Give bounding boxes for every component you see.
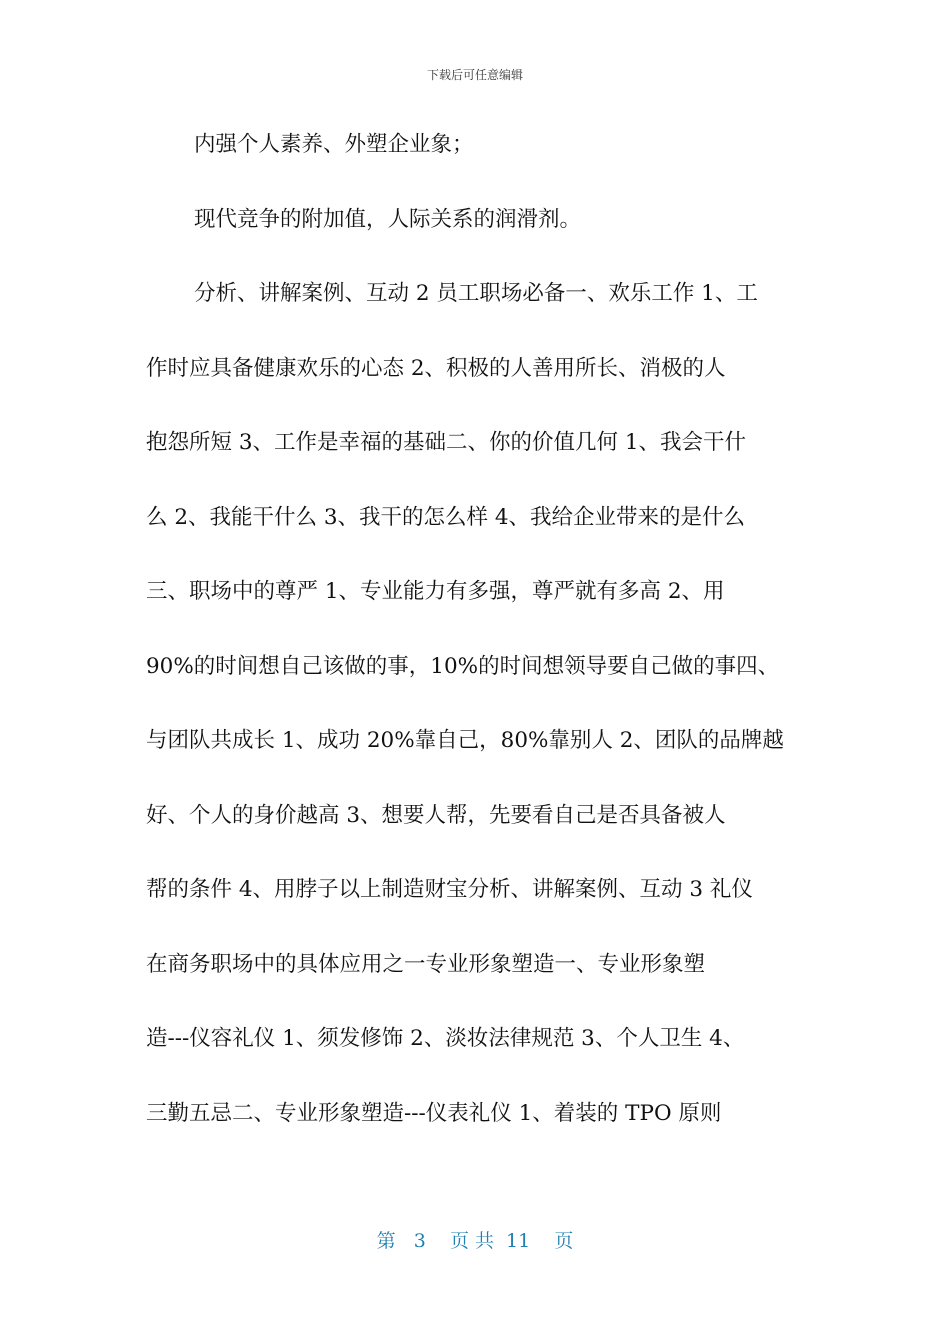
paragraph-line: 造---仪容礼仪 1、须发修饰 2、淡妆法律规范 3、个人卫生 4、 bbox=[146, 1026, 745, 1051]
paragraph-line: 三勤五忌二、专业形象塑造---仪表礼仪 1、着装的 TPO 原则 bbox=[146, 1100, 722, 1126]
paragraph-line: 作时应具备健康欢乐的心态 2、积极的人善用所长、消极的人 bbox=[146, 355, 726, 381]
paragraph-line: 帮的条件 4、用脖子以上制造财宝分析、讲解案例、互动 3 礼仪 bbox=[146, 877, 753, 902]
page-number-footer: 第 3 页 共 11 页 bbox=[376, 1230, 574, 1252]
page-header: 下载后可任意编辑 bbox=[426, 68, 523, 82]
paragraph-line: 90%的时间想自己该做的事，10%的时间想领导要自己做的事四、 bbox=[146, 653, 780, 679]
paragraph-line: 么 2、我能干什么 3、我干的怎么样 4、我给企业带来的是什么 bbox=[146, 504, 746, 530]
paragraph-line: 内强个人素养、外塑企业象； bbox=[194, 132, 474, 157]
paragraph-line: 分析、讲解案例、互动 2 员工职场必备一、欢乐工作 1、工 bbox=[194, 281, 758, 306]
paragraph-line: 现代竞争的附加值，人际关系的润滑剂。 bbox=[194, 206, 582, 232]
paragraph-line: 在商务职场中的具体应用之一专业形象塑造一、专业形象塑 bbox=[146, 951, 706, 977]
document-body bbox=[146, 125, 816, 1168]
paragraph-line: 抱怨所短 3、工作是幸福的基础二、你的价值几何 1、我会干什 bbox=[146, 430, 747, 455]
paragraph-line: 三、职场中的尊严 1、专业能力有多强，尊严就有多高 2、用 bbox=[146, 579, 725, 604]
paragraph-line: 好、个人的身价越高 3、想要人帮，先要看自己是否具备被人 bbox=[146, 802, 726, 828]
paragraph-line: 与团队共成长 1、成功 20%靠自己，80%靠别人 2、团队的品牌越 bbox=[146, 728, 784, 753]
